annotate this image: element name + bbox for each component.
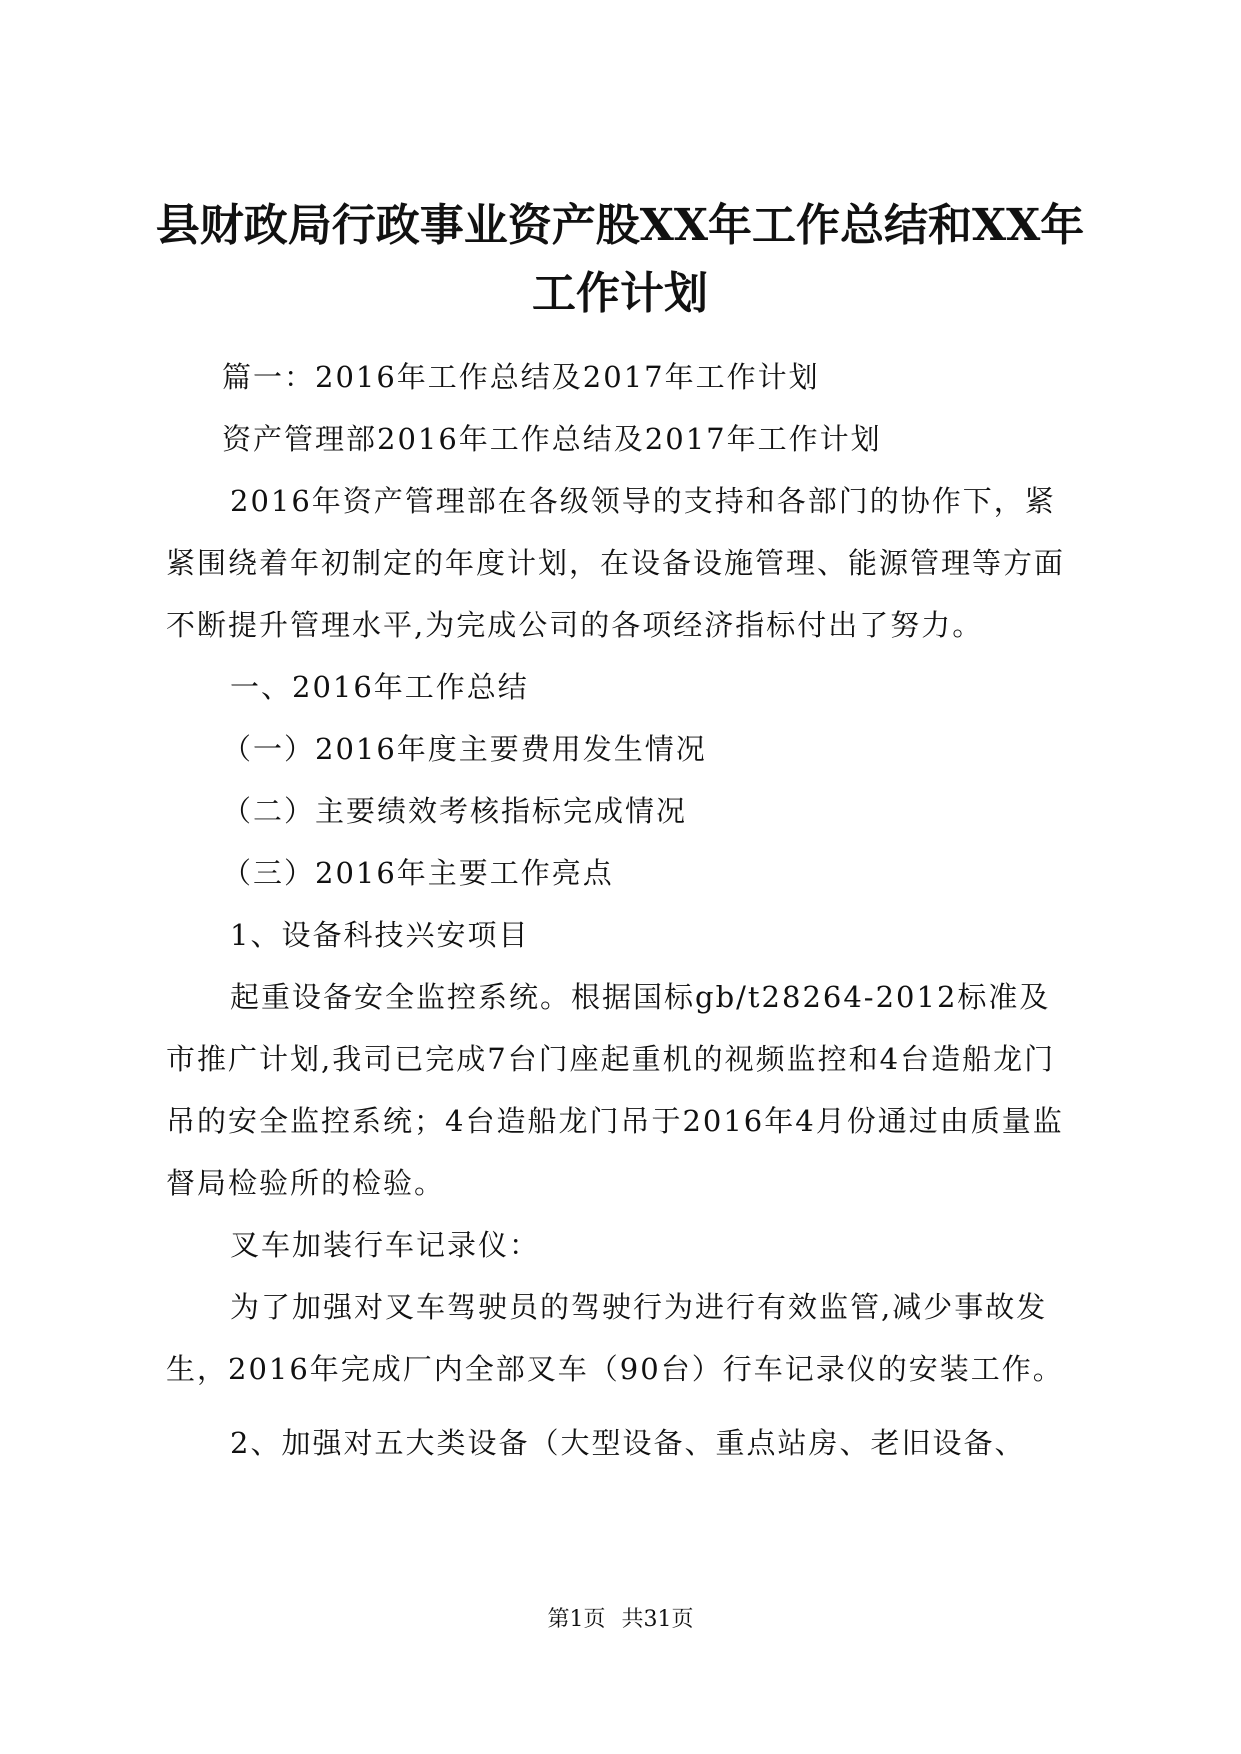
document-title: 县财政局行政事业资产股XX年工作总结和XX年工作计划 [155, 200, 1085, 319]
paragraph: 为了加强对叉车驾驶员的驾驶行为进行有效监管,减少事故发生，2016年完成厂内全部叉车（90台）行车记录仪的安装工作。 [166, 1290, 1064, 1386]
list-item-heading: 1、设备科技兴安项目 [230, 918, 530, 952]
section-heading: 一、2016年工作总结 [230, 670, 529, 704]
subsection-heading: （一）2016年度主要费用发生情况 [222, 732, 707, 766]
list-item-heading: 2、加强对五大类设备（大型设备、重点站房、老旧设备、 [230, 1426, 1026, 1460]
paragraph: 起重设备安全监控系统。根据国标gb/t28264-2012标准及市推广计划,我司已完成7台门座起重机的视频监控和4台造船龙门吊的安全监控系统；4台造船龙门吊于2016年4月份通过由质量监督局检验所的检验。 [166, 980, 1064, 1200]
document-body [166, 346, 1081, 1474]
paragraph: 篇一：2016年工作总结及2017年工作计划 [222, 360, 820, 394]
paragraph: 资产管理部2016年工作总结及2017年工作计划 [222, 422, 882, 456]
subsection-heading: （三）2016年主要工作亮点 [222, 856, 614, 890]
paragraph: 2016年资产管理部在各级领导的支持和各部门的协作下，紧紧围绕着年初制定的年度计划，在设备设施管理、能源管理等方面不断提升管理水平,为完成公司的各项经济指标付出了努力。 [166, 484, 1066, 642]
paragraph: 叉车加装行车记录仪： [230, 1228, 541, 1262]
page-total: 共31页 [621, 1607, 694, 1632]
subsection-heading: （二）主要绩效考核指标完成情况 [222, 794, 688, 828]
page-number: 第1页 [547, 1607, 606, 1632]
page-footer [0, 1605, 1241, 1635]
